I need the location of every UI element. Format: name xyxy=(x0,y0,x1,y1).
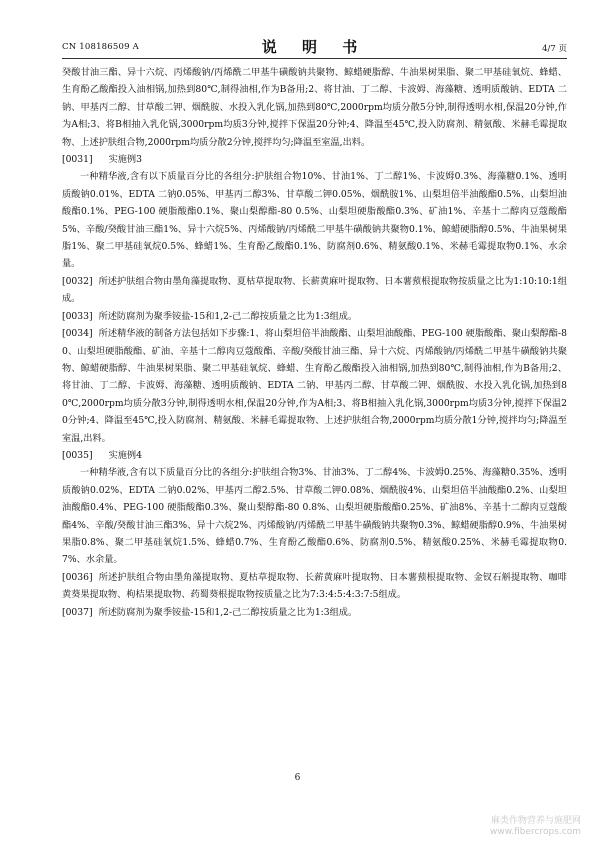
paragraph-0031 xyxy=(62,151,567,168)
section-heading: 实施例3 xyxy=(108,154,142,166)
paragraph-tag: [0031] xyxy=(62,154,93,166)
patent-number: CN 108186509 A xyxy=(62,42,139,52)
paragraph-0036: [0036] 所述护肤组合物由墨角藻提取物、夏枯草提取物、长薪黄麻叶提取物、日本薯蓣根提取物、金钗石斛提取物、咖啡黄葵果提取物、枸桔果提取物、药蜀葵根提取物按质量之比为7:3:4:5:4:3:7:5组成。 xyxy=(62,569,567,604)
page-ratio: 4/7 页 xyxy=(542,44,567,54)
page-header xyxy=(62,36,567,56)
watermark-title: 麻类作物营养与施肥网 xyxy=(490,816,581,826)
paragraph-0032: [0032] 所述护肤组合物由墨角藻提取物、夏枯草提取物、长薪黄麻叶提取物、日本薯蓣根提取物按质量之比为1:10:10:1组成。 xyxy=(62,273,567,308)
header-divider xyxy=(62,58,567,59)
paragraph-body: 一种精华液,含有以下质量百分比的各组分:护肤组合物3%、甘油3%、丁二醇4%、卡波姆0.25%、海藻糖0.35%、透明质酸钠0.02%、EDTA 二钠0.02%、甲基丙二醇2.5%、甘草酸二钾0.08%、烟酰胺4%、山梨坦倍半油酸酯0.2%、山梨坦油酸酯0.4%、PEG-100 硬脂酸酯0.3%、聚山梨醇酯-80 0.8%、山梨坦硬脂酸酯0.25%、矿油8%、辛基十二醇肉豆蔻酸酯4%、辛酸/癸酸甘油三酯3%、异十六烷2%、丙烯酸钠/丙烯酰二甲基牛磺酸钠共聚物0.3%、鲸蜡硬脂醇0.9%、牛油果树果脂0.8%、聚二甲基硅氧烷1.5%、蜂蜡0.7%、生育酚乙酸酯0.6%、防腐剂0.5%、精氨酸0.25%、米赫毛霉提取物0.7%、水余量。 xyxy=(62,467,567,566)
paragraph-0035 xyxy=(62,447,567,464)
paragraph-0034: [0034] 所述精华液的制备方法包括如下步骤:1、将山梨坦倍半油酸酯、山梨坦油酸酯、PEG-100 硬脂酸酯、聚山梨醇酯-80、山梨坦硬脂酸酯、矿油、辛基十二醇肉豆蔻酸酯、辛酸/癸酸甘油三酯、异十六烷、丙烯酸钠/丙烯酰二甲基牛磺酸钠共聚物、鲸蜡硬脂醇、牛油果树果脂、聚二甲基硅氧烷、蜂蜡、生育酚乙酸酯投入油相锅,加热到80℃,制得油相,作为B备用;2、将甘油、丁二醇、卡波姆、海藻糖、透明质酸钠、EDTA 二钠、甲基丙二醇、甘草酸二钾、烟酰胺、水投入乳化锅,加热到80℃,2000rpm均质分散3分钟,制得透明水相,保温20分钟,作为A相;3、将B相抽入乳化锅,3000rpm均质3分钟,搅拌下保温20分钟;4、降温至45℃,投入防腐剂、精氨酸、米赫毛霉提取物、上述护肤组合物,2000rpm均质分散1分钟,搅拌均匀;降温至室温,出料。 xyxy=(62,325,567,447)
section-heading: 实施例4 xyxy=(108,449,142,461)
paragraph-tag: [0036] xyxy=(62,571,93,583)
page-number: 6 xyxy=(294,773,301,783)
paragraph-continuation: 癸酸甘油三酯、异十六烷、丙烯酸钠/丙烯酰二甲基牛磺酸钠共聚物、鲸蜡硬脂醇、牛油果树果脂、聚二甲基硅氧烷、蜂蜡、生育酚乙酸酯投入油相锅,加热到80℃,制得油相,作为B备用;2、将甘油、丁二醇、卡波姆、海藻糖、透明质酸钠、EDTA 二钠、甲基丙二醇、甘草酸二钾、烟酰胺、水投入乳化锅,加热到80℃,2000rpm均质分散5分钟,制得透明水相,保温20分钟,作为A相;3、将B相抽入乳化锅,3000rpm均质3分钟,搅拌下保温20分钟;4、降温至45℃,投入防腐剂、精氨酸、米赫毛霉提取物、上述护肤组合物,2000rpm均质分散2分钟,搅拌均匀;降温至室温,出料。 xyxy=(62,67,567,148)
paragraph-0037: [0037] 所述防腐剂为聚季铵盐-15和1,2-己二醇按质量之比为1:3组成。 xyxy=(62,604,567,621)
paragraph-tag: [0032] xyxy=(62,275,93,287)
paragraph-tag: [0035] xyxy=(62,449,93,461)
watermark-url: www.fibercrops.com xyxy=(490,827,581,837)
paragraph-0033: [0033] 所述防腐剂为聚季铵盐-15和1,2-己二醇按质量之比为1:3组成。 xyxy=(62,308,567,325)
paragraph-tag: [0034] xyxy=(62,328,93,340)
document-body xyxy=(62,64,567,621)
site-watermark xyxy=(490,816,581,838)
paragraph-tag: [0037] xyxy=(62,606,93,618)
paragraph-body: 一种精华液,含有以下质量百分比的各组分:护肤组合物10%、甘油1%、丁二醇1%、卡波姆0.3%、海藻糖0.1%、透明质酸钠0.01%、EDTA 二钠0.05%、甲基丙二醇3%、甘草酸二钾0.05%、烟酰胺1%、山梨坦倍半油酸酯0.5%、山梨坦油酸酯0.1%、PEG-100 硬脂酸酯0.1%、聚山梨醇酯-80 0.5%、山梨坦硬脂酸酯0.3%、矿油1%、辛基十二醇肉豆蔻酸酯5%、辛酸/癸酸甘油三酯1%、异十六烷5%、丙烯酸钠/丙烯酰二甲基牛磺酸钠共聚物0.1%、鲸蜡硬脂醇0.5%、牛油果树果脂1%、聚二甲基硅氧烷0.5%、蜂蜡1%、生育酚乙酸酯0.1%、防腐剂0.6%、精氨酸0.1%、米赫毛霉提取物0.1%、水余量。 xyxy=(62,171,567,270)
document-title: 说 明 书 xyxy=(261,38,368,56)
paragraph-tag: [0033] xyxy=(62,310,93,322)
